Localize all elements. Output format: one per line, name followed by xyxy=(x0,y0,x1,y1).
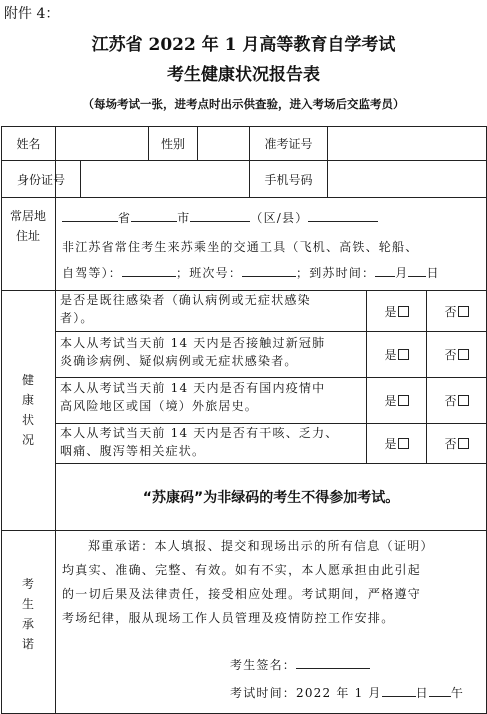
q1-yes-checkbox[interactable]: 是 xyxy=(367,291,426,331)
admission-number-field[interactable] xyxy=(328,127,486,160)
id-number-label: 身份证号 xyxy=(16,172,65,187)
q3-no-checkbox[interactable]: 否 xyxy=(427,378,486,423)
transport-line-2[interactable]: 自驾等）： ；班次号： ；到苏时间： 月 日 xyxy=(62,266,440,280)
admission-number-label: 准考证号 xyxy=(264,137,313,151)
health-question-4: 本人从考试当天前 14 天内是否有干咳、乏力、 咽痛、腹泻等相关症状。 xyxy=(60,426,339,458)
q1-no-checkbox[interactable]: 否 xyxy=(427,291,486,331)
q4-no-checkbox[interactable]: 否 xyxy=(427,424,486,463)
form-note: （每场考试一张，进考点时出示供查验，进入考场后交监考员） xyxy=(82,97,405,111)
signature-line[interactable]: 考生签名： xyxy=(230,656,370,674)
health-question-2: 本人从考试当天前 14 天内是否接触过新冠肺 炎确诊病例、疑似病例或无症状感染者。 xyxy=(60,336,326,368)
phone-field[interactable] xyxy=(328,161,486,197)
residence-label: 常居地住址 xyxy=(10,209,47,243)
gender-label: 性别 xyxy=(160,137,185,151)
q2-yes-checkbox[interactable]: 是 xyxy=(367,332,426,377)
q3-yes-checkbox[interactable]: 是 xyxy=(367,378,426,423)
health-label: 健康状况 xyxy=(21,373,34,447)
phone-label: 手机号码 xyxy=(264,172,313,187)
q4-yes-checkbox[interactable]: 是 xyxy=(367,424,426,463)
form-subtitle: 考生健康状况报告表 xyxy=(167,65,320,85)
q2-no-checkbox[interactable]: 否 xyxy=(427,332,486,377)
health-question-1: 是否是既往感染者（确认病例或无症状感染 者）。 xyxy=(60,293,311,325)
commitment-text: 郑重承诺：本人填报、提交和现场出示的所有信息（证明） 均真实、准确、完整、有效。如有不实，本人愿承担由此引起 的一切后果及法律责任，接受相应处理。考试期间，严格遵守 考场纪律，服从现场工作人员管理及疫情防控工作安排。 xyxy=(62,539,434,625)
transport-line-1: 非江苏省常住考生来苏乘坐的交通工具（飞机、高铁、轮船、 xyxy=(62,240,419,254)
id-number-field[interactable] xyxy=(81,161,249,197)
form-title: 江苏省 2022 年 1 月高等教育自学考试 xyxy=(91,35,396,55)
exam-time-line[interactable]: 考试时间：2022 年 1 月 日 午 xyxy=(230,686,465,700)
attachment-label: 附件 4： xyxy=(4,6,60,22)
health-question-3: 本人从考试当天前 14 天内是否有国内疫情中 高风险地区或国（境）外旅居史。 xyxy=(60,381,326,413)
residence-address-line[interactable]: 省 市 （区/县） xyxy=(62,209,378,227)
name-field[interactable] xyxy=(56,127,148,160)
gender-field[interactable] xyxy=(198,127,249,160)
name-label: 姓名 xyxy=(16,137,41,151)
commitment-label: 考生承诺 xyxy=(21,577,34,651)
green-code-notice: “苏康码”为非绿码的考生不得参加考试。 xyxy=(142,490,400,506)
